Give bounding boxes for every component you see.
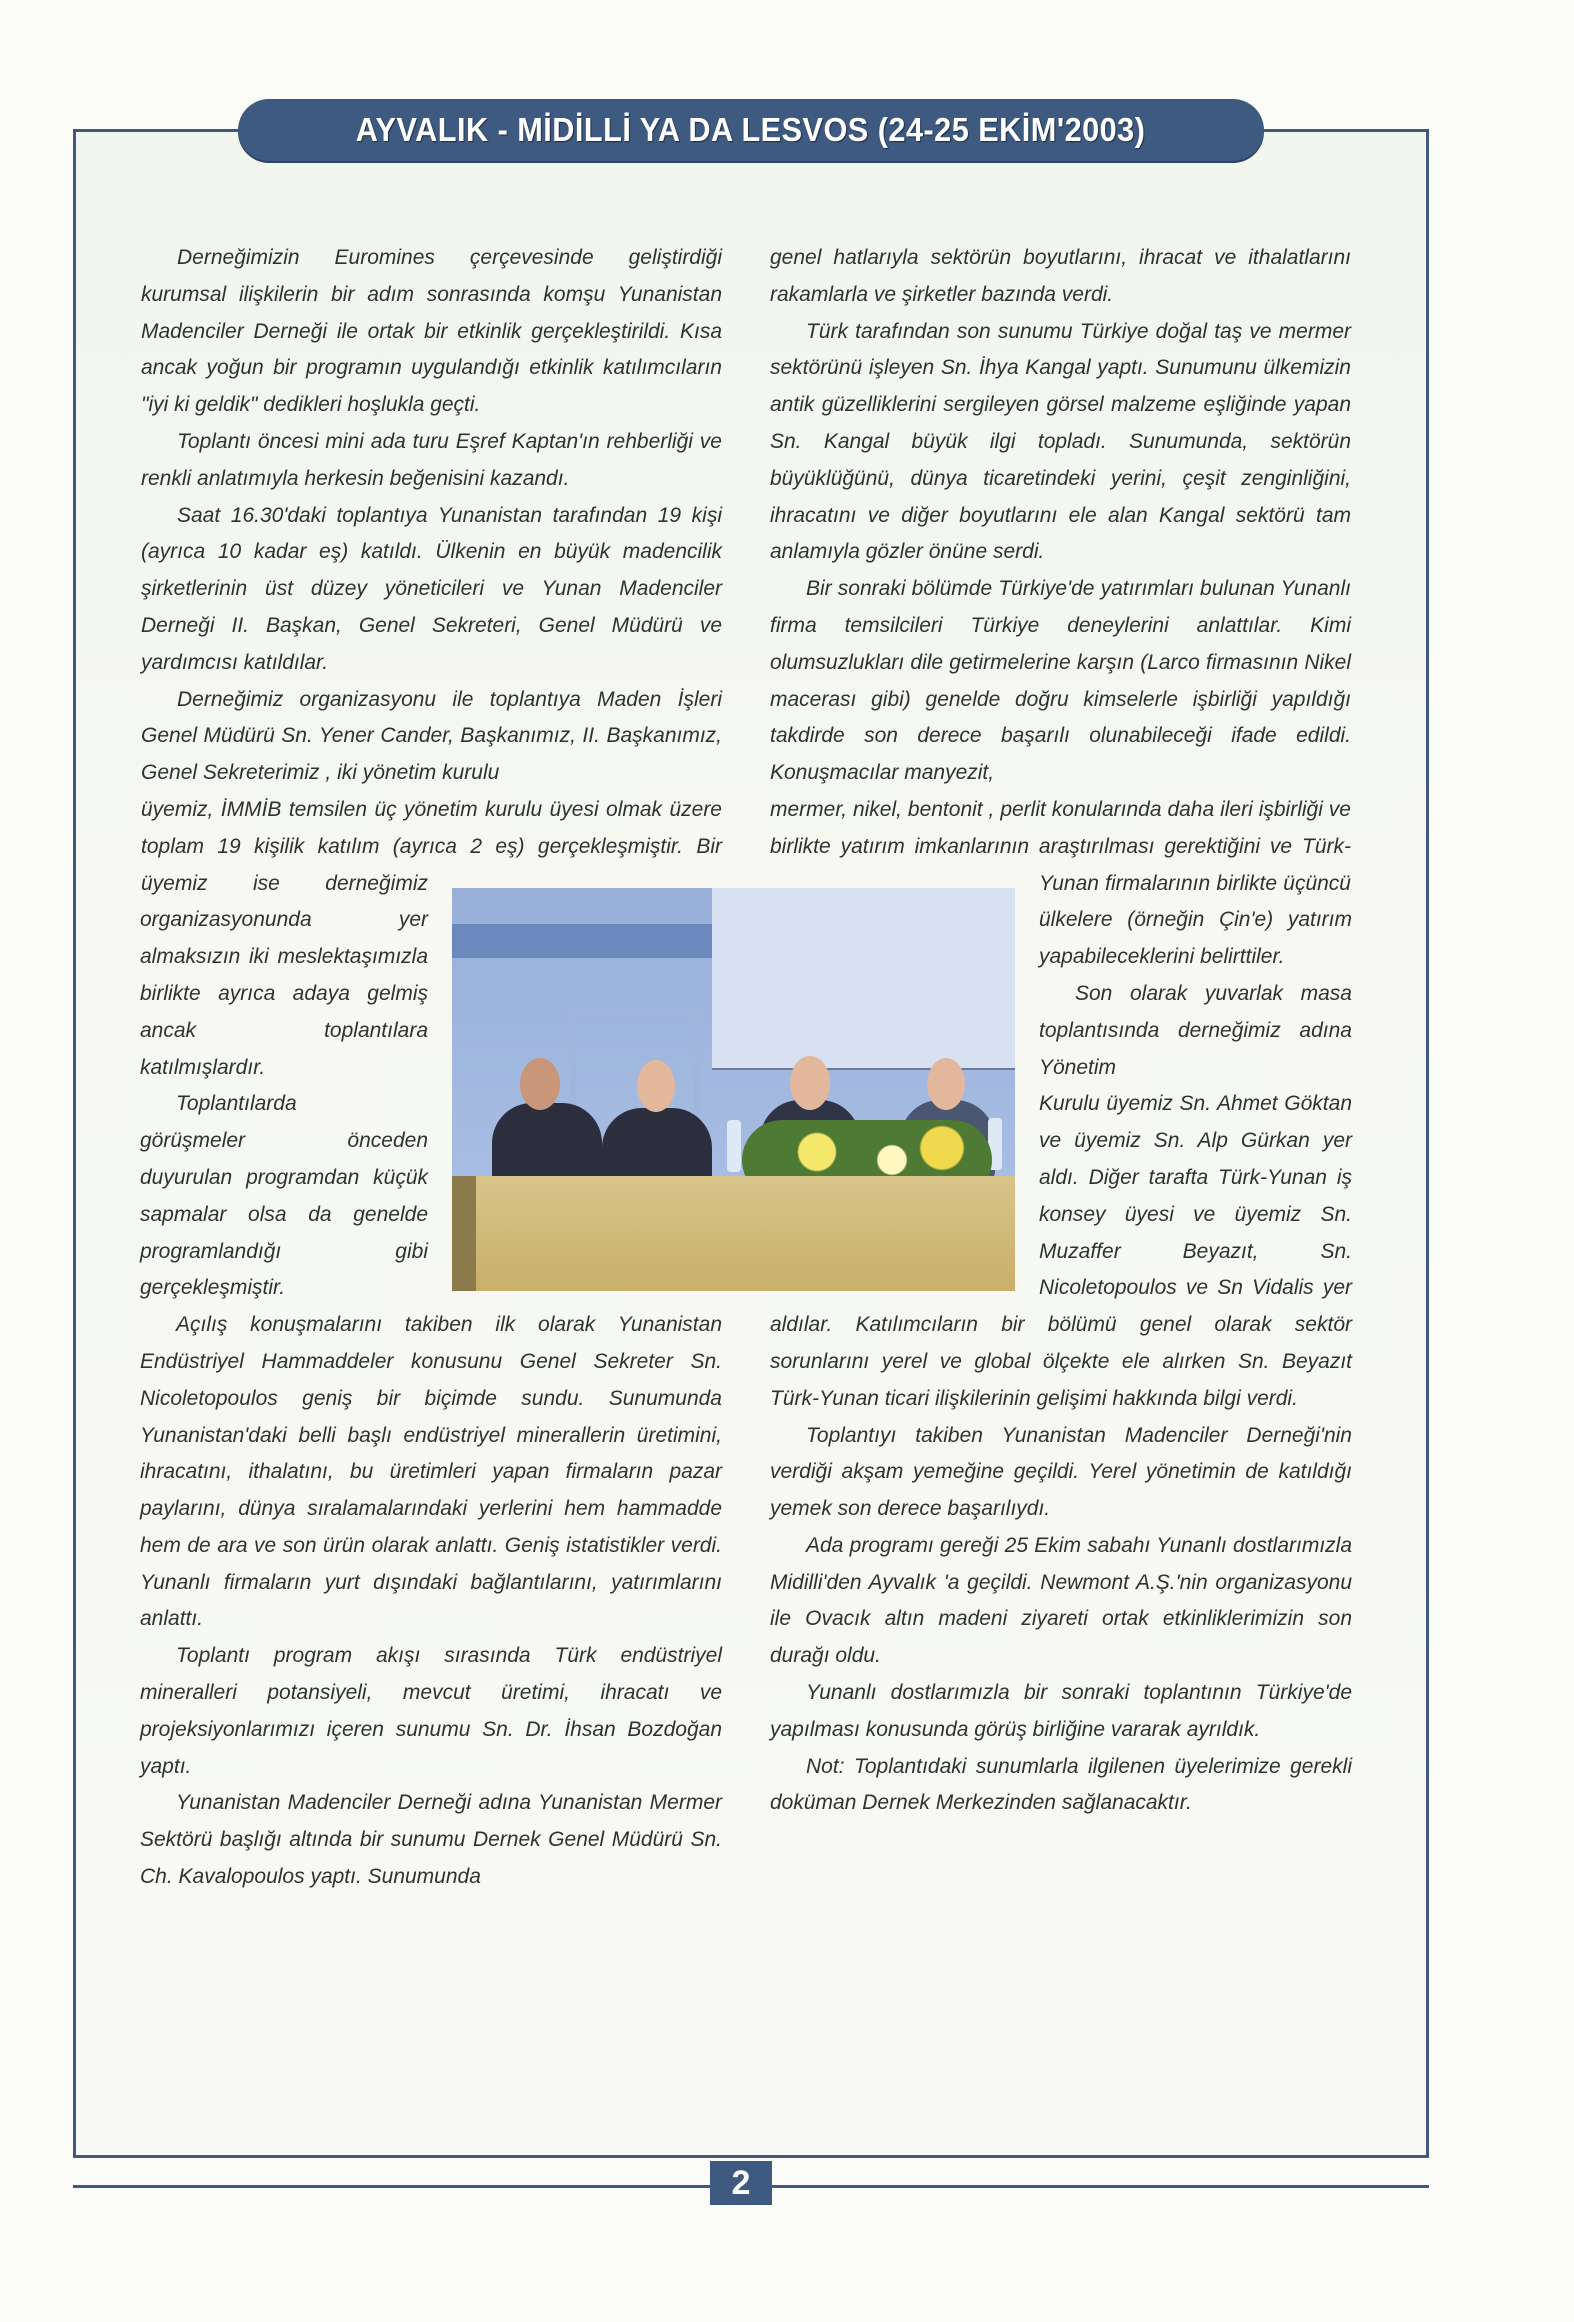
paragraph: Ada programı gereği 25 Ekim sabahı Yunanlı dostlarımızla Midilli'den Ayvalık 'a geçildi. Newmont A.Ş.'nin organizasyonu ile Ovacık altın madeni ziyareti ortak etkinliklerimizin son durağı oldu. [770, 1533, 1352, 1668]
page-title: AYVALIK - MİDİLLİ YA DA LESVOS (24-25 EKİM'2003) [356, 111, 1146, 148]
paragraph: Açılış konuşmalarını takiben ilk olarak Yunanistan Endüstriyel Hammaddeler konusunu Genel Sekreter Sn. Nicoletopoulos geniş bir biçimde sundu. Sunumunda Yunanistan'daki belli başlı endüstriyel minerallerin üretimini, ihracatını, ithalatını, bu üretimleri yapan firmaların pazar paylarını, dünya sıralamalarındaki yerlerini hem hammadde hem de ara ve son ürün olarak anlattı. Geniş istatistikler verdi. Yunanlı firmaların yurt dışındaki bağlantılarını, yatırımlarını anlattı. [140, 1313, 722, 1631]
article-column-left [140, 240, 722, 1896]
photo-space-left [440, 882, 722, 1297]
page-title-banner [238, 99, 1264, 161]
paragraph: Not: Toplantıdaki sunumlarla ilgilenen üyelerimize gerekli doküman Dernek Merkezinden sağlanacaktır. [770, 1754, 1352, 1815]
paragraph: Derneğimiz organizasyonu ile toplantıya Maden İşleri Genel Müdürü Sn. Yener Cander, Başkanımız, II. Başkanımız, Genel Sekreterimiz , iki yönetim kurulu [141, 687, 722, 785]
paragraph: üyemiz, İMMİB temsilen üç yönetim kurulu üyesi olmak üzere toplam 19 kişilik katılım (ayrıca 2 eş) gerçekleşmiştir. Bir üyemiz ise derneğimiz organizasyonunda yer almaksızın iki meslektaşımızla birlikte ayrıca adaya gelmiş ancak toplantılara katılmışlardır. [140, 797, 722, 1079]
photo-space-right [770, 882, 1027, 1297]
paragraph: Kurulu üyemiz Sn. Ahmet Göktan ve üyemiz Sn. Alp Gürkan yer aldı. Diğer tarafta Türk-Yunan iş konsey üyesi ve üyemiz Sn. Muzaffer Beyazıt, Sn. Nicoletopoulos ve Sn Vidalis yer aldılar. Katılımcıların bir bölümü genel olarak sektör sorunlarını yerel ve global ölçekte ele alırken Sn. Beyazıt Türk-Yunan ticari ilişkilerinin gelişimi hakkında bilgi verdi. [770, 1092, 1352, 1410]
paragraph: Toplantıyı takiben Yunanistan Madenciler Derneği'nin verdiği akşam yemeğine geçildi. Yerel yönetimin de katıldığı yemek son derece başarılıydı. [770, 1423, 1352, 1521]
page-number: 2 [710, 2161, 772, 2205]
paragraph: mermer, nikel, bentonit , perlit konularında daha ileri işbirliği ve birlikte yatırım imkanlarının araştırılması gerektiğini ve Türk-Yunan firmalarının birlikte üçüncü ülkelere (örneğin Çin'e) yatırım yapabileceklerini belirttiler. [770, 797, 1352, 969]
paragraph: Yunanlı dostlarımızla bir sonraki toplantının Türkiye'de yapılması konusunda görüş birliğine vararak ayrıldık. [770, 1681, 1352, 1741]
paragraph: Saat 16.30'daki toplantıya Yunanistan tarafından 19 kişi (ayrıca 10 kadar eş) katıldı. Ülkenin en büyük madencilik şirketlerinin üst düzey yöneticileri ve Yunan Madenciler Derneği II. Başkan, Genel Sekreteri, Genel Müdürü ve yardımcısı katıldılar. [141, 503, 722, 674]
paragraph: görüşmeler önceden duyurulan programdan küçük sapmalar olsa da genelde programlandığı gibi gerçekleşmiştir. [140, 1129, 428, 1300]
paragraph: genel hatlarıyla sektörün boyutlarını, ihracat ve ithalatlarını rakamlarla ve şirketler bazında verdi. [770, 246, 1351, 306]
paragraph: Yunanistan Madenciler Derneği adına Yunanistan Mermer Sektörü başlığı altında bir sunumu Dernek Genel Müdürü Sn. Ch. Kavalopoulos yaptı. Sunumunda [140, 1791, 722, 1889]
paragraph: Toplantı öncesi mini ada turu Eşref Kaptan'ın rehberliği ve renkli anlatımıyla herkesin beğenisini kazandı. [141, 429, 722, 490]
paragraph: Son olarak yuvarlak masa toplantısında derneğimiz adına Yönetim [1039, 981, 1352, 1079]
paragraph: Toplantılarda [176, 1092, 297, 1116]
water-bottle [727, 1120, 741, 1172]
paragraph: Toplantı program akışı sırasında Türk endüstriyel mineralleri potansiyeli, mevcut üretimi, ihracatı ve projeksiyonlarımızı içeren sunumu Sn. Dr. İhsan Bozdoğan yaptı. [140, 1644, 722, 1778]
paragraph: Bir sonraki bölümde Türkiye'de yatırımları bulunan Yunanlı firma temsilcileri Türkiye deneylerini anlattılar. Kimi olumsuzlukları dile getirmelerine karşın (Larco firmasının Nikel macerası gibi) genelde doğru kimselerle işbirliği yapıldığı takdirde son derece başarılı olunabileceği ifade edildi. Konuşmacılar manyezit, [770, 577, 1351, 785]
paragraph: Türk tarafından son sunumu Türkiye doğal taş ve mermer sektörünü işleyen Sn. İhya Kangal yaptı. Sunumunu ülkemizin antik güzelliklerini sergileyen görsel malzeme eşliğinde yapan Sn. Kangal büyük ilgi topladı. Sunumunda, sektörün büyüklüğünü, dünya ticaretindeki yerini, çeşit zenginliğini, ihracatını ve diğer boyutlarını ele alan Kangal sektörü tam anlamıyla gözler önüne serdi. [770, 319, 1351, 564]
article-column-right [770, 240, 1352, 1822]
float-spacer [1351, 240, 1352, 882]
paragraph: Derneğimizin Euromines çerçevesinde geliştirdiği kurumsal ilişkilerin bir adım sonrasında komşu Yunanistan Madenciler Derneği ile ortak bir etkinlik gerçekleştirildi. Kısa ancak yoğun bir programın uygulandığı etkinlik katılımcıların "iyi ki geldik" dedikleri hoşlukla geçti. [141, 246, 722, 417]
